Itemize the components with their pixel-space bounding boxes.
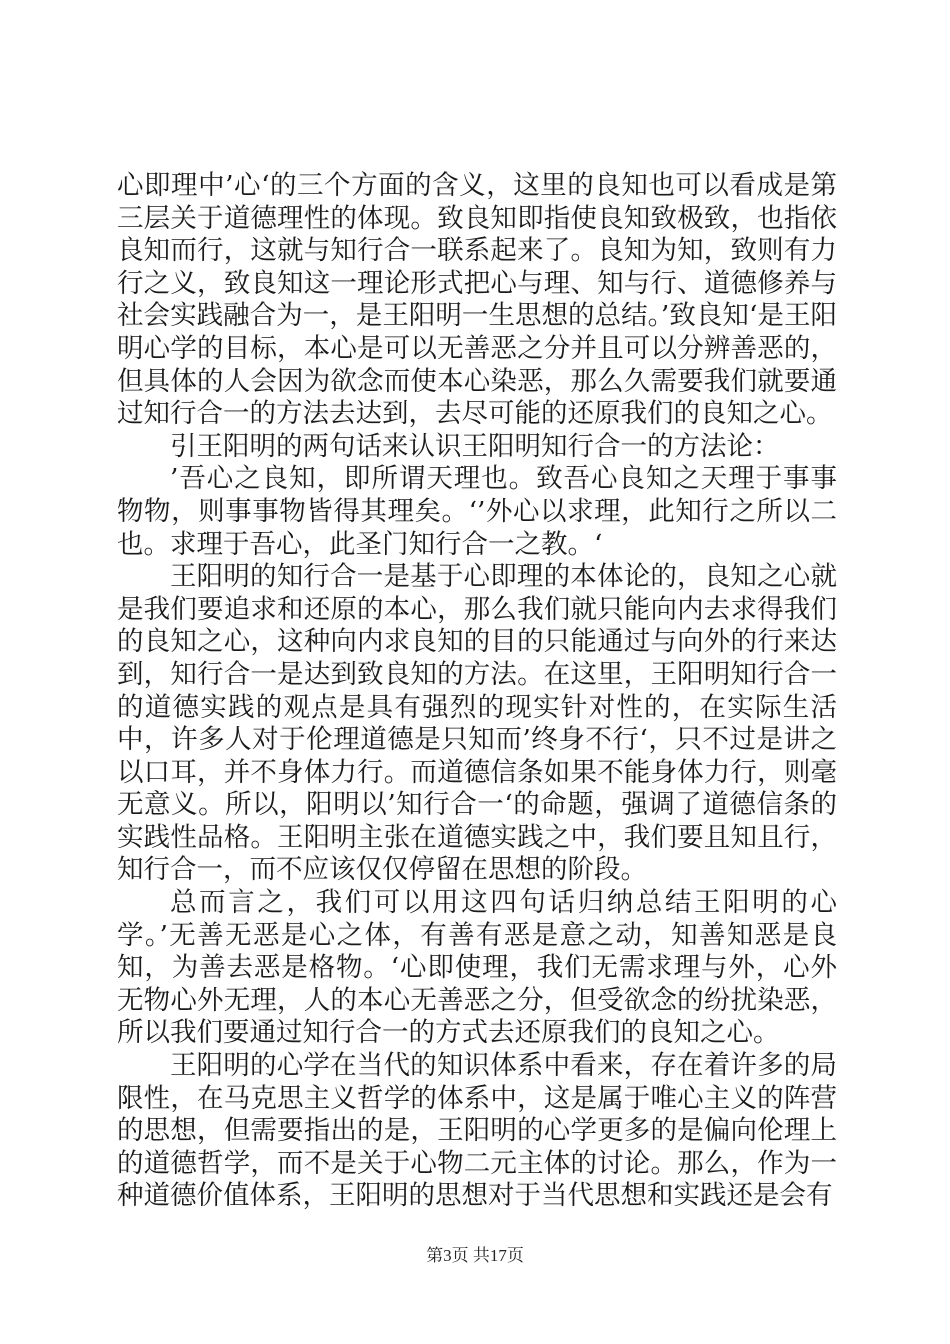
paragraph-4: 王阳明的知行合一是基于心即理的本体论的，良知之心就是我们要追求和还原的本心，那么我们就只能向内去求得我们的良知之心，这种向内求良知的目的只能通过与向外的行来达到，知行合一是达到致良知的方法。在这里，王阳明知行合一的道德实践的观点是具有强烈的现实针对性的，在实际生活中，许多人对于伦理道德是只知而’终身不行‘，只不过是讲之以口耳，并不身体力行。而道德信条如果不能身体力行，则毫无意义。所以，阳明以’知行合一‘的命题，强调了道德信条的实践性品格。王阳明主张在道德实践之中，我们要且知且行，知行合一，而不应该仅仅停留在思想的阶段。 [117,561,837,886]
paragraph-5: 总而言之，我们可以用这四句话归纳总结王阳明的心学。’无善无恶是心之体，有善有恶是意之动，知善知恶是良知，为善去恶是格物。‘心即使理，我们无需求理与外，心外无物心外无理，人的本心无善恶之分，但受欲念的纷扰染恶，所以我们要通过知行合一的方式去还原我们的良知之心。 [117,887,837,1049]
body-text [117,170,837,1213]
paragraph-6: 王阳明的心学在当代的知识体系中看来，存在着许多的局限性，在马克思主义哲学的体系中，这是属于唯心主义的阵营的思想，但需要指出的是，王阳明的心学更多的是偏向伦理上的道德哲学，而不是关于心物二元主体的讨论。那么，作为一种道德价值体系，王阳明的思想对于当代思想和实践还是会有 [117,1050,837,1212]
paragraph-3: ’吾心之良知，即所谓天理也。致吾心良知之天理于事事物物，则事事物皆得其理矣。‘’外心以求理，此知行之所以二也。求理于吾心，此圣门知行合一之教。‘ [117,463,837,560]
paragraph-1: 心即理中’心‘的三个方面的含义，这里的良知也可以看成是第三层关于道德理性的体现。致良知即指使良知致极致，也指依良知而行，这就与知行合一联系起来了。良知为知，致则有力行之义，致良知这一理论形式把心与理、知与行、道德修养与社会实践融合为一，是王阳明一生思想的总结。’致良知‘是王阳明心学的目标，本心是可以无善恶之分并且可以分辨善恶的，但具体的人会因为欲念而使本心染恶，那么久需要我们就要通过知行合一的方法去达到，去尽可能的还原我们的良知之心。 [117,170,837,430]
paragraph-2: 引王阳明的两句话来认识王阳明知行合一的方法论： [170,430,780,462]
page-footer: 第3页 共17页 [426,1246,524,1265]
